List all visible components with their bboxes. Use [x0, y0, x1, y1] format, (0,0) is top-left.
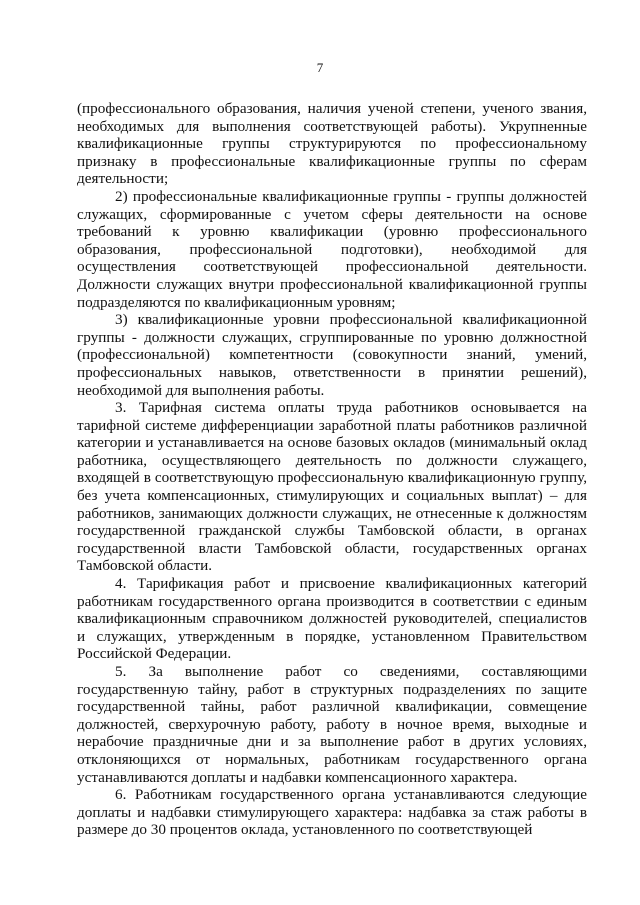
page-number: 7: [316, 60, 324, 75]
document-body: [77, 100, 587, 839]
paragraph-section-3: 3. Тарифная система оплаты труда работников основывается на тарифной системе дифференциации заработной платы работников различной категории и устанавливается на основе базовых окладов (минимальный оклад работника, осуществляющего деятельность по должности служащего, входящей в соответствующую профессиональную квалификационную группу, без учета компенсационных, стимулирующих и социальных выплат) – для работников, занимающих должности служащих, не отнесенные к должностям государственной гражданской службы Тамбовской области, в органах государственной власти Тамбовской области, государственных органах Тамбовской области.: [77, 399, 587, 575]
paragraph-section-5: 5. За выполнение работ со сведениями, составляющими государственную тайну, работ в структурных подразделениях по защите государственной тайны, работ различной квалификации, совмещение должностей, сверхурочную работу, работу в ночное время, выходные и нерабочие праздничные дни и за выполнение работ в других условиях, отклоняющихся от нормальных, работникам государственного органа устанавливаются доплаты и надбавки компенсационного характера.: [77, 663, 587, 786]
paragraph-item-3: 3) квалификационные уровни профессиональной квалификационной группы - должности служащих, сгруппированные по уровню должностной (профессиональной) компетентности (совокупности знаний, умений, профессиональных навыков, ответственности в принятии решений), необходимой для выполнения работы.: [77, 311, 587, 399]
paragraph-item-2: 2) профессиональные квалификационные группы - группы должностей служащих, сформированные с учетом сферы деятельности на основе требований к уровню квалификации (уровню профессионального образования, профессиональной подготовки), необходимой для осуществления соответствующей профессиональной деятельности. Должности служащих внутри профессиональной квалификационной группы подразделяются по квалификационным уровням;: [77, 187, 587, 311]
paragraph-section-6: 6. Работникам государственного органа устанавливаются следующие доплаты и надбавки стимулирующего характера: надбавка за стаж работы в размере до 30 процентов оклада, установленного по соответствующей: [77, 786, 587, 839]
paragraph-continuation: (профессионального образования, наличия ученой степени, ученого звания, необходимых для выполнения соответствующей работы). Укрупненные квалификационные группы структурируются по профессиональному признаку в профессиональные квалификационные группы по сферам деятельности;: [77, 100, 587, 188]
paragraph-section-4: 4. Тарификация работ и присвоение квалификационных категорий работникам государственного органа производится в соответствии с единым квалификационным справочником должностей руководителей, специалистов и служащих, утвержденным в порядке, установленном Правительством Российской Федерации.: [77, 575, 587, 663]
